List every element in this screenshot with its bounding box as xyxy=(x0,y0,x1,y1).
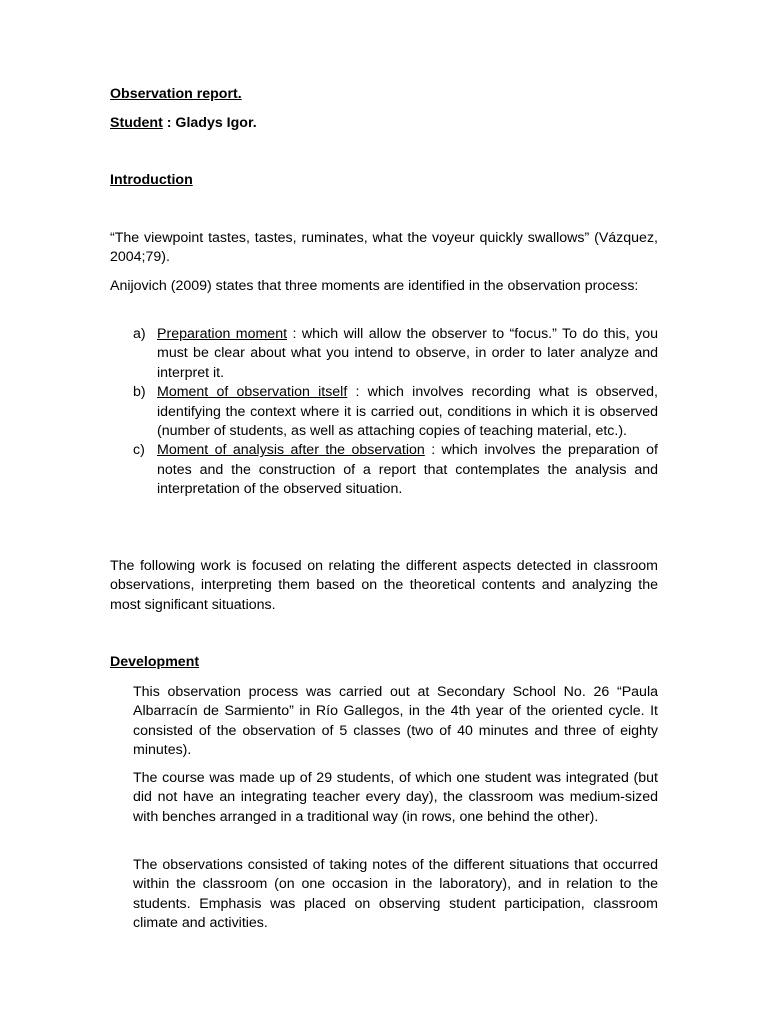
list-marker: a) xyxy=(133,326,146,342)
development-heading: Development xyxy=(110,654,200,670)
moment-text: : which involves recording what is observed, identifying the context where it is carried out, conditions in which it is observed (number of students, as well as attaching copies of teaching material, etc.). xyxy=(157,384,658,440)
moment-term: Moment of observation itself xyxy=(157,384,348,401)
report-title: Observation report. xyxy=(110,86,242,102)
anijovich-lead: Anijovich (2009) states that three moments are identified in the observation process: xyxy=(110,278,639,294)
moment-term: Moment of analysis after the observation xyxy=(157,442,425,459)
development-paragraph-3: The observations consisted of taking notes of the different situations that occurred within the classroom (on one occasion in the laboratory), and in relation to the students. Emphasis was placed on observing student participation, classroom climate and activities. xyxy=(133,857,658,932)
moment-text: : which involves the preparation of notes and the construction of a report that contemplates the analysis and interpretation of the observed situation. xyxy=(157,442,658,498)
list-item xyxy=(133,383,658,441)
student-separator: : xyxy=(162,115,176,131)
list-marker: b) xyxy=(133,384,146,401)
list-item xyxy=(133,325,658,383)
introduction-closing: The following work is focused on relating the different aspects detected in classroom observations, interpreting them based on the theoretical contents and analyzing the most significant situations. xyxy=(110,558,658,613)
moment-text: : which will allow the observer to “focus.” To do this, you must be clear about what you intend to observe, in order to later analyze and interpret it. xyxy=(157,326,658,381)
observation-moments-list xyxy=(133,325,658,500)
student-name: Gladys Igor. xyxy=(175,115,257,131)
list-item xyxy=(133,441,658,499)
moment-term: Preparation moment xyxy=(157,326,288,342)
development-paragraph-1: This observation process was carried out at Secondary School No. 26 “Paula Albarracín de Sarmiento” in Río Gallegos, in the 4th year of the oriented cycle. It consisted of the observation of 5 classes (two of 40 minutes and three of eighty minutes). xyxy=(133,684,658,759)
introduction-heading: Introduction xyxy=(110,172,193,188)
student-label: Student xyxy=(110,115,163,131)
development-paragraph-2: The course was made up of 29 students, of which one student was integrated (but did not have an integrating teacher every day), the classroom was medium-sized with benches arranged in a traditional way (in rows, one behind the other). xyxy=(133,770,658,825)
list-marker: c) xyxy=(133,442,145,459)
opening-quote: “The viewpoint tastes, tastes, ruminates, what the voyeur quickly swallows” (Vázquez, 2004;79). xyxy=(110,230,658,266)
student-line xyxy=(110,114,658,133)
